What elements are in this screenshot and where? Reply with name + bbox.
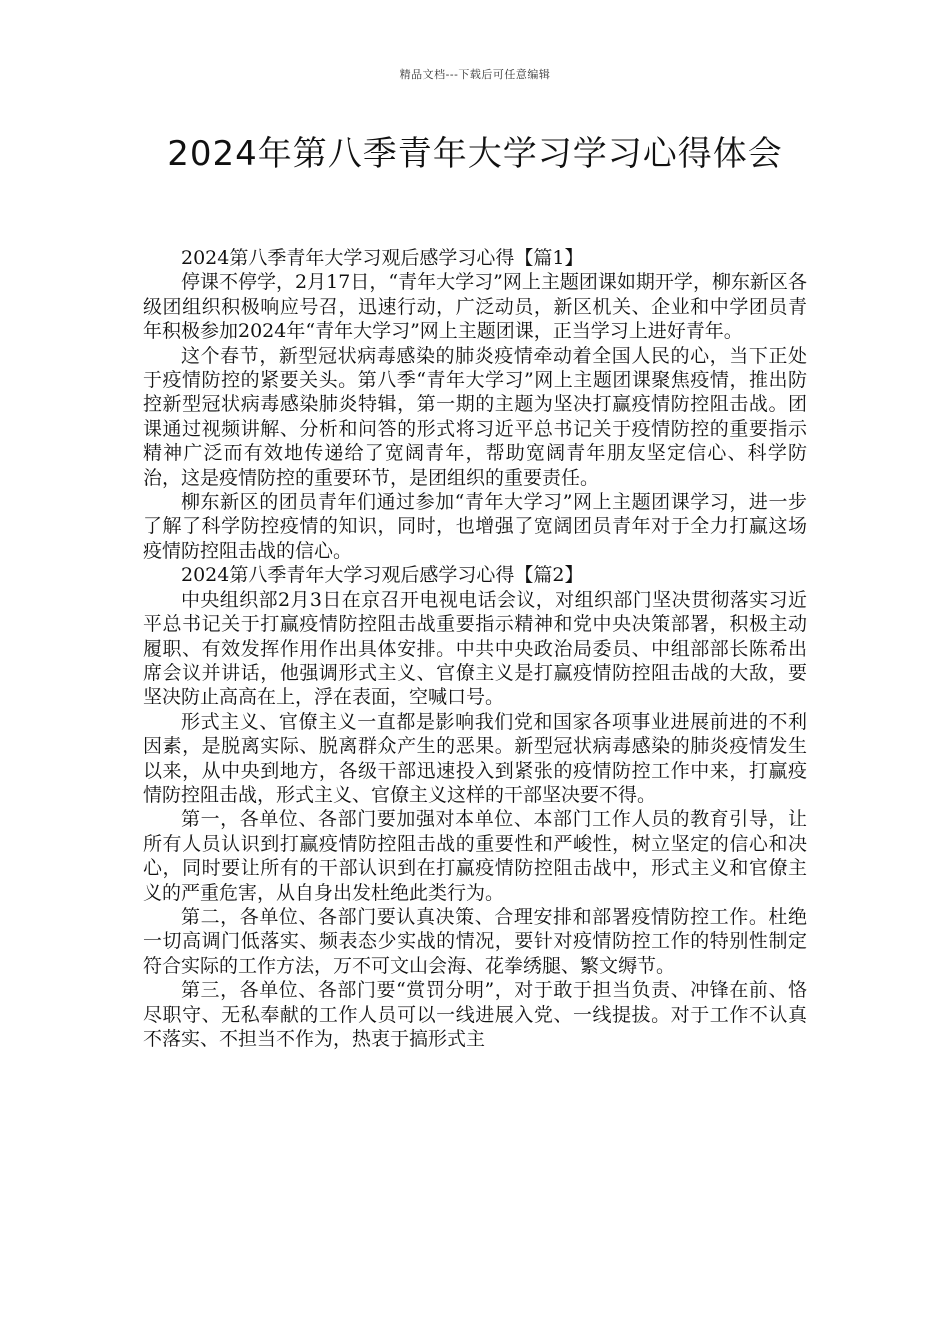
document-body — [143, 246, 807, 1051]
body-paragraph: 形式主义、官僚主义一直都是影响我们党和国家各项事业进展前进的不利因素，是脱离实际、脱离群众产生的恶果。新型冠状病毒感染的肺炎疫情发生以来，从中央到地方，各级干部迅速投入到紧张的疫情防控工作中来，打赢疫情防控阻击战，形式主义、官僚主义这样的干部坚决要不得。 — [143, 710, 807, 806]
body-paragraph: 第三，各单位、各部门要“赏罚分明”，对于敢于担当负责、冲锋在前、恪尽职守、无私奉献的工作人员可以一线进展入党、一线提拔。对于工作不认真不落实、不担当不作为，热衷于搞形式主 — [143, 979, 807, 1050]
body-paragraph: 中央组织部2月3日在京召开电视电话会议，对组织部门坚决贯彻落实习近平总书记关于打赢疫情防控阻击战重要指示精神和党中央决策部署，积极主动履职、有效发挥作用作出具体安排。中共中央政治局委员、中组部部长陈希出席会议并讲话，他强调形式主义、官僚主义是打赢疫情防控阻击战的大敌，要坚决防止高高在上，浮在表面，空喊口号。 — [143, 588, 807, 709]
body-paragraph: 停课不停学，2月17日，“青年大学习”网上主题团课如期开学，柳东新区各级团组织积极响应号召，迅速行动，广泛动员，新区机关、企业和中学团员青年积极参加2024年“青年大学习”网上主题团课，正当学习上进好青年。 — [143, 271, 807, 343]
section-heading: 2024第八季青年大学习观后感学习心得【篇1】 — [181, 247, 584, 269]
header-note: 精品文档---下载后可任意编辑 — [399, 68, 551, 81]
body-paragraph: 柳东新区的团员青年们通过参加“青年大学习”网上主题团课学习，进一步了解了科学防控疫情的知识，同时，也增强了宽阔团员青年对于全力打赢这场疫情防控阻击战的信心。 — [143, 491, 807, 562]
body-paragraph: 第一，各单位、各部门要加强对本单位、本部门工作人员的教育引导，让所有人员认识到打赢疫情防控阻击战的重要性和严峻性，树立坚定的信心和决心，同时要让所有的干部认识到在打赢疫情防控阻击战中，形式主义和官僚主义的严重危害，从自身出发杜绝此类行为。 — [143, 808, 807, 904]
body-paragraph: 第二，各单位、各部门要认真决策、合理安排和部署疫情防控工作。杜绝一切高调门低落实、频表态少实战的情况，要针对疫情防控工作的特别性制定符合实际的工作方法，万不可文山会海、花拳绣腿、繁文缛节。 — [143, 905, 807, 977]
section-heading: 2024第八季青年大学习观后感学习心得【篇2】 — [181, 564, 584, 587]
body-paragraph: 这个春节，新型冠状病毒感染的肺炎疫情牵动着全国人民的心，当下正处于疫情防控的紧要关头。第八季“青年大学习”网上主题团课聚焦疫情，推出防控新型冠状病毒感染肺炎特辑，第一期的主题为坚决打赢疫情防控阻击战。团课通过视频讲解、分析和问答的形式将习近平总书记关于疫情防控的重要指示精神广泛而有效地传递给了宽阔青年，帮助宽阔青年朋友坚定信心、科学防治，这是疫情防控的重要环节，是团组织的重要责任。 — [143, 344, 807, 489]
document-title: 2024年第八季青年大学习学习心得体会 — [167, 134, 783, 174]
